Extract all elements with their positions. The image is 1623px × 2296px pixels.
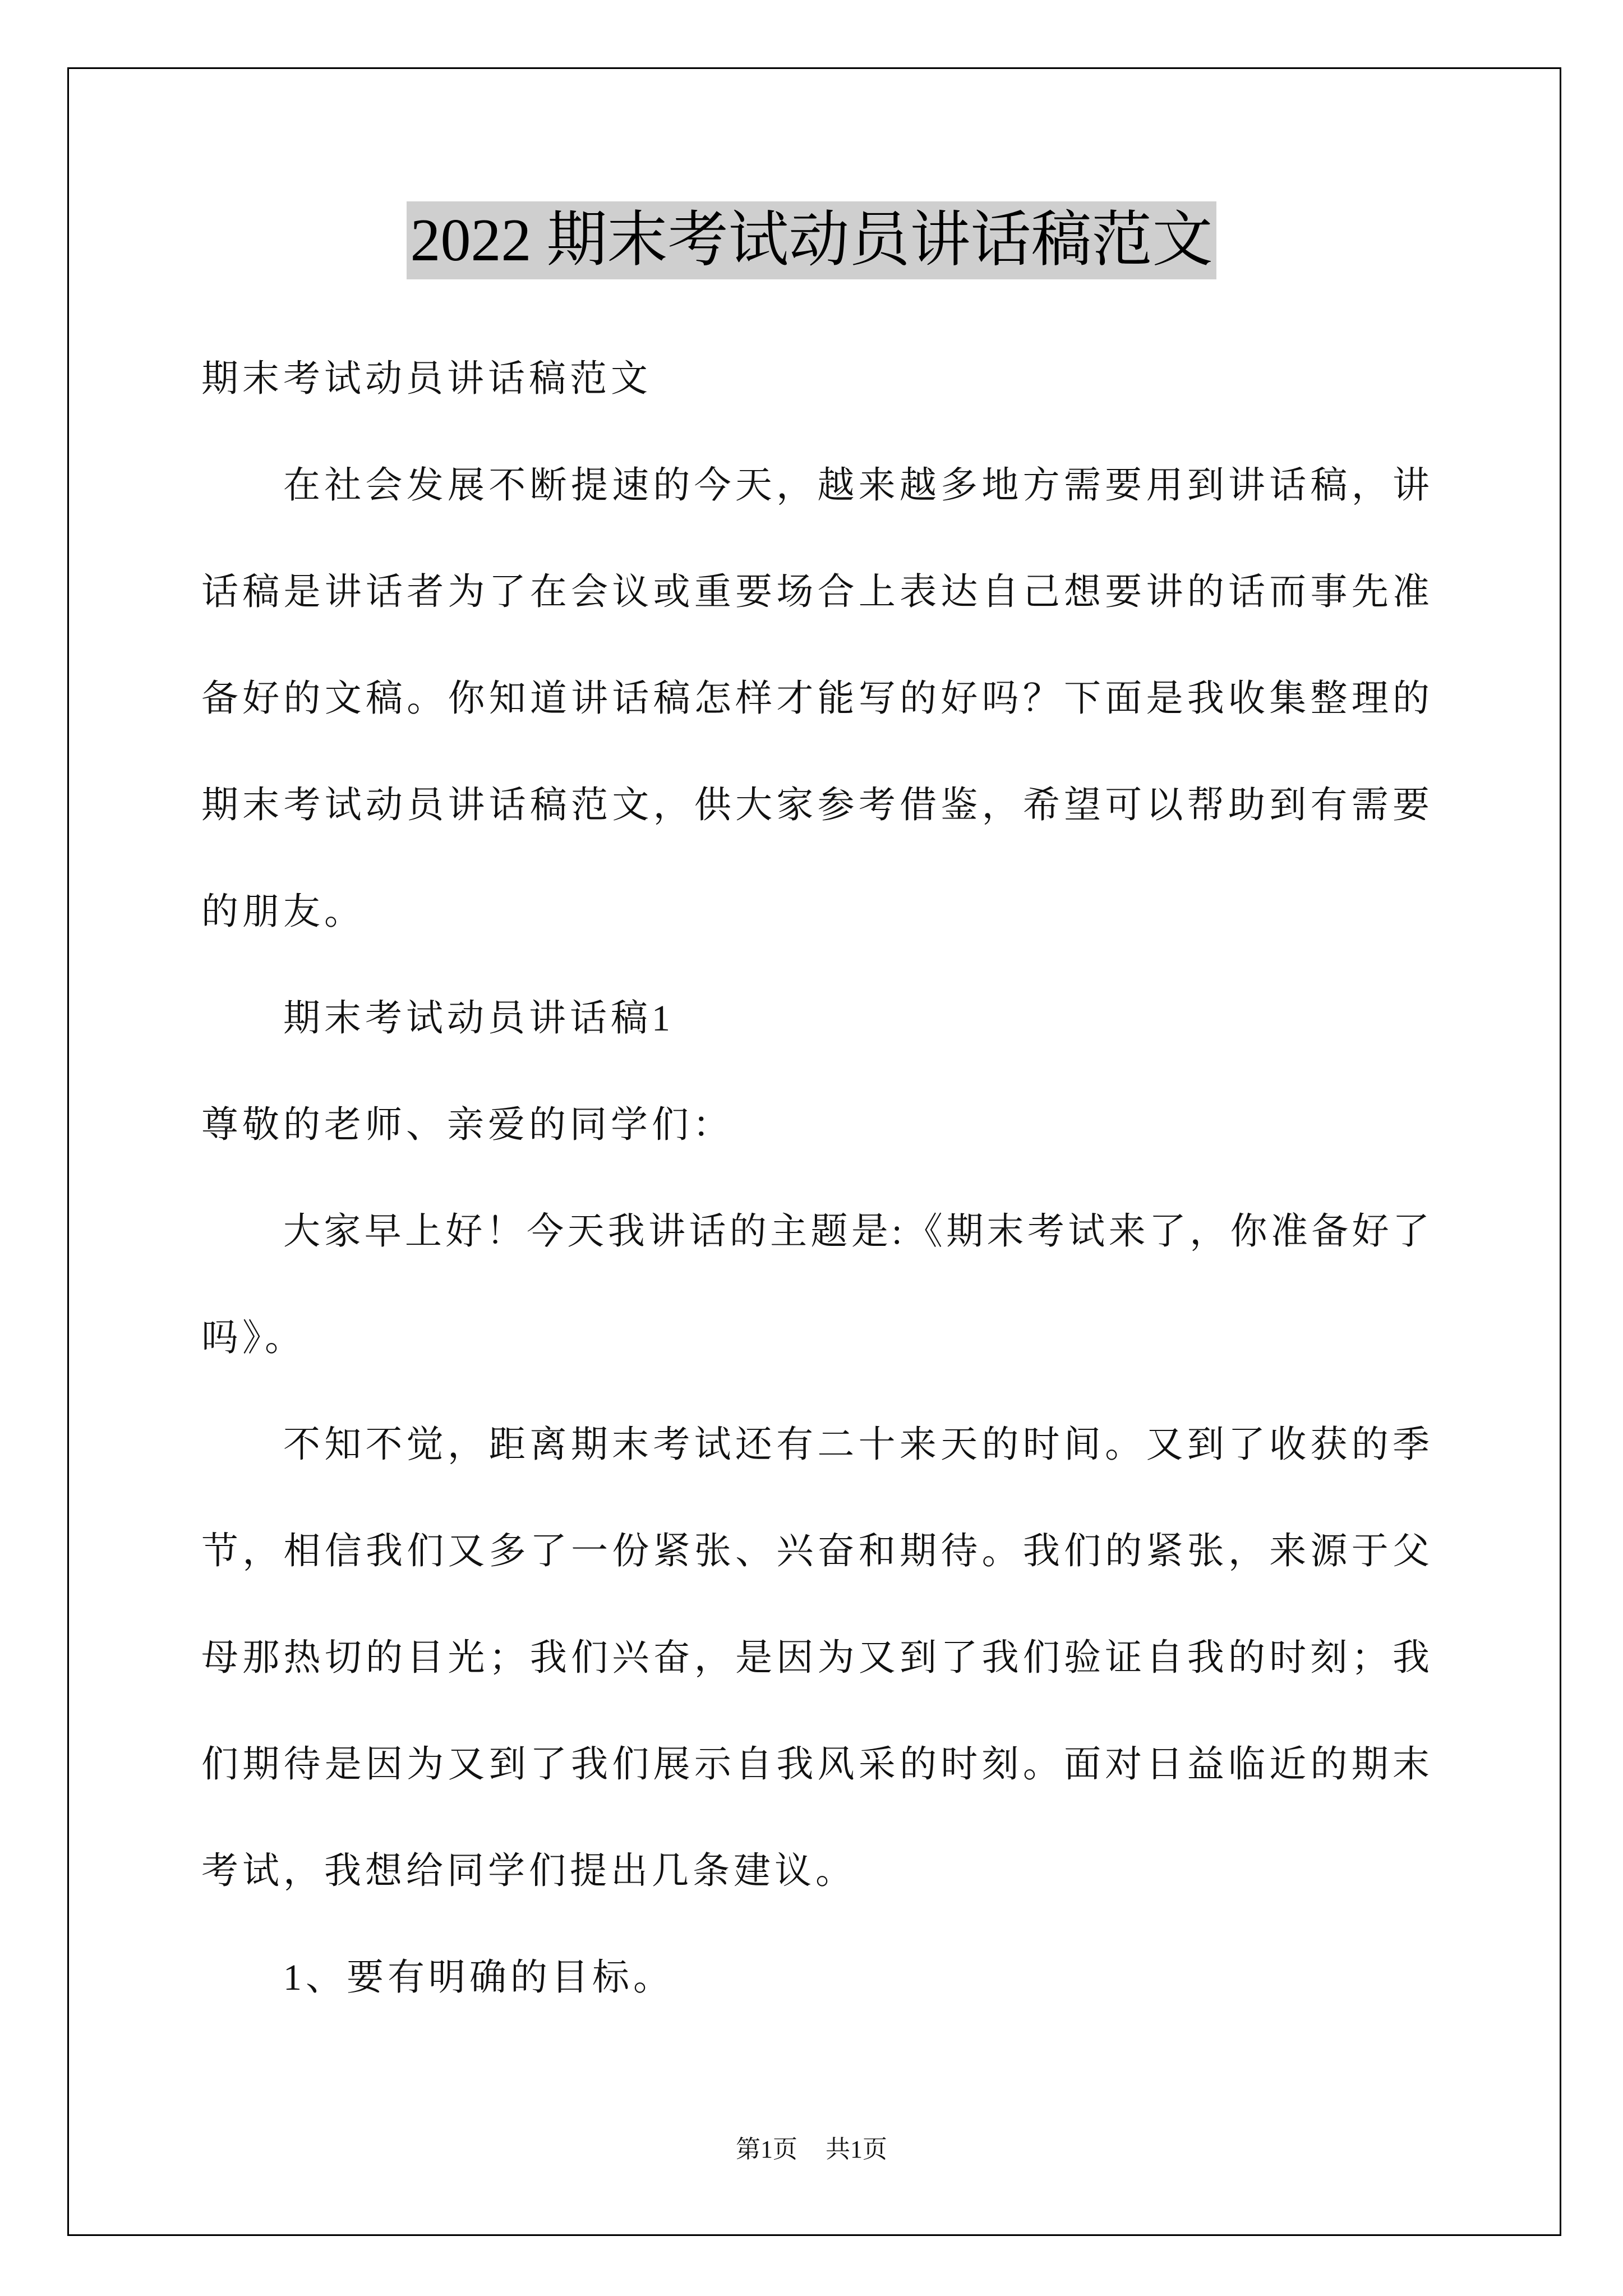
salutation: 尊敬的老师、亲爱的同学们： (201, 1105, 734, 1145)
title-row (0, 201, 1623, 279)
point-heading: 1、要有明确的目标。 (283, 1957, 674, 1998)
document-title: 2022 期末考试动员讲话稿范文 (407, 201, 1216, 279)
paragraph-line: 的朋友。 (201, 891, 365, 932)
greeting-paragraph (201, 1179, 1430, 1392)
paragraph-line: 不知不觉，距离期末考试还有二十来天的时间。又到了收获的季 (283, 1424, 1430, 1465)
paragraph-line: 在社会发展不断提速的今天，越来越多地方需要用到讲话稿，讲 (283, 465, 1430, 506)
paragraph-line: 母那热切的目光；我们兴奋，是因为又到了我们验证自我的时刻；我 (201, 1637, 1430, 1678)
paragraph-line: 考试，我想给同学们提出几条建议。 (201, 1851, 856, 1892)
intro-paragraph (201, 432, 1430, 965)
document-body (201, 326, 1430, 2031)
subtitle: 期末考试动员讲话稿范文 (201, 358, 652, 399)
page-count: 共1页 (826, 2136, 887, 2163)
paragraph-line: 备好的文稿。你知道讲话稿怎样才能写的好吗？下面是我收集整理的 (201, 678, 1430, 719)
paragraph-line: 吗》。 (201, 1318, 306, 1359)
page-footer (0, 2133, 1623, 2166)
paragraph-line: 期末考试动员讲话稿范文，供大家参考借鉴，希望可以帮助到有需要 (201, 785, 1430, 826)
body-paragraph (201, 1392, 1430, 1925)
speech-heading: 期末考试动员讲话稿1 (283, 998, 674, 1039)
page-number: 第1页 (736, 2136, 797, 2163)
paragraph-line: 节，相信我们又多了一份紧张、兴奋和期待。我们的紧张，来源于父 (201, 1531, 1430, 1572)
paragraph-line: 大家早上好！今天我讲话的主题是:《期末考试来了，你准备好了 (283, 1211, 1430, 1252)
paragraph-line: 话稿是讲话者为了在会议或重要场合上表达自己想要讲的话而事先准 (201, 572, 1430, 613)
paragraph-line: 们期待是因为又到了我们展示自我风采的时刻。面对日益临近的期末 (201, 1744, 1430, 1785)
